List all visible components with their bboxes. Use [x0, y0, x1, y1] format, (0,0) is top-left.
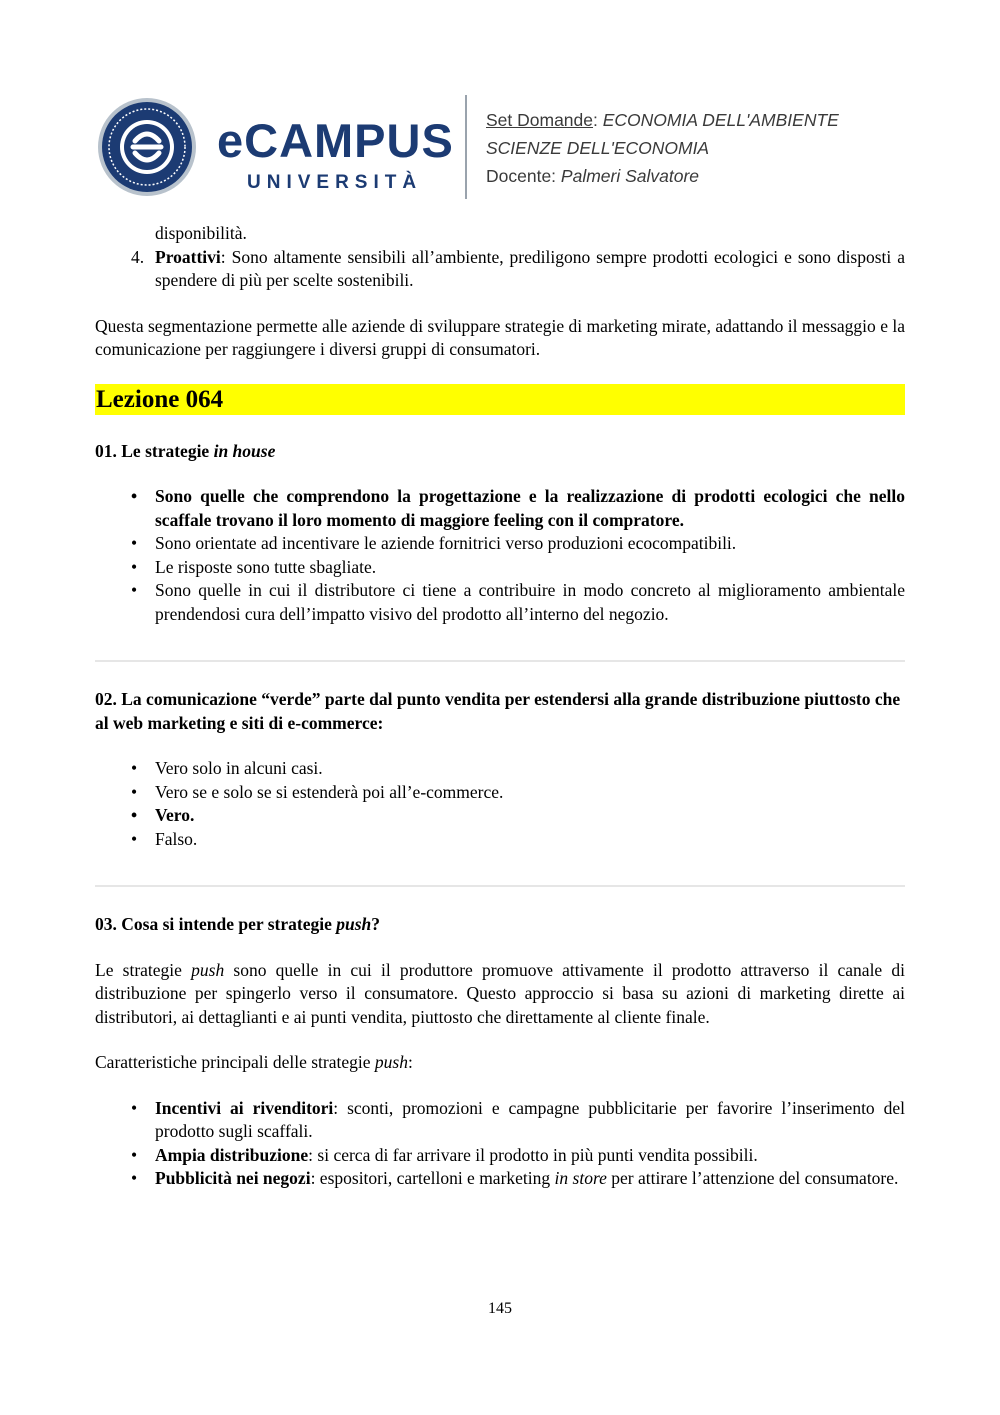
feature-text: : si cerca di far arrivare il prodotto in più punti vendita possibili.: [308, 1144, 758, 1165]
answer-item: • Falso.: [95, 828, 905, 852]
question-2-title: 02. La comunicazione “verde” parte dal punto vendita per estendersi alla grande distribuzione piuttosto che al web marketing e siti di e-commerce:: [95, 689, 901, 733]
feature-italic: in store: [554, 1168, 607, 1188]
answer-item: • Sono quelle che comprendono la progettazione e la realizzazione di prodotti ecologici che nello scaffale trovano il loro momento di maggiore feeling con il compratore.: [95, 485, 905, 532]
page-number: 145: [488, 1300, 512, 1317]
ecampus-wordmark: [217, 114, 454, 194]
item-title: Proattivi: [155, 246, 221, 267]
para-text: :: [407, 1052, 413, 1072]
feature-text: : espositori, cartelloni e marketing: [310, 1168, 555, 1188]
feature-item: [95, 1097, 905, 1144]
question-1-answers: [95, 485, 905, 626]
page-content: [95, 222, 905, 1191]
answer-item: • Le risposte sono tutte sbagliate.: [95, 556, 905, 580]
item-number: 4.: [131, 246, 145, 267]
para-italic: push: [374, 1052, 408, 1072]
feature-title: Incentivi ai rivenditori: [155, 1097, 334, 1118]
para-italic: push: [191, 959, 225, 980]
question-3-title: [95, 913, 905, 937]
q3-features-list: [95, 1097, 905, 1191]
question-separator: [95, 885, 905, 887]
answer-item: • Sono orientate ad incentivare le aziende fornitrici verso produzioni ecocompatibili.: [95, 532, 905, 556]
para-text: Le strategie: [95, 959, 192, 980]
intro-paragraph: Questa segmentazione permette alle aziende di sviluppare strategie di marketing mirate, adattando il messaggio e la comunicazione per raggiungere i diversi gruppi di consumatori.: [95, 315, 905, 359]
q1-title-italic: in house: [213, 440, 276, 461]
intro-continuation: disponibilità.: [155, 223, 247, 243]
ecampus-seal-logo: [97, 97, 197, 197]
question-1-title: [95, 440, 905, 464]
lesson-heading: Lezione 064: [95, 384, 905, 415]
item-text: : Sono altamente sensibili all’ambiente, prediligono sempre prodotti ecologici e sono disposti a spendere di più per scelte sostenibili.: [155, 246, 905, 290]
feature-text: : sconti, promozioni e campagne pubblicitarie per favorire l’inserimento del prodotto sugli scaffali.: [155, 1097, 905, 1141]
teacher-line: [486, 162, 839, 190]
feature-item: [95, 1167, 905, 1191]
header-info: [486, 106, 839, 190]
feature-title: Ampia distribuzione: [155, 1144, 309, 1165]
question-separator: [95, 660, 905, 662]
set-label: Set Domande: [486, 110, 594, 130]
q3-title-text: 03. Cosa si intende per strategie: [95, 914, 337, 934]
set-line: Set Domande: ECONOMIA DELL'AMBIENTE: [486, 110, 839, 130]
answer-item: • Sono quelle in cui il distributore ci tiene a contribuire in modo concreto al miglioramento ambientale prendendosi cura dell’impatto visivo del prodotto all’interno del negozio.: [95, 579, 905, 626]
q3-answer-paragraph: [95, 959, 905, 1030]
set-value: ECONOMIA DELL'AMBIENTE: [602, 110, 839, 130]
logo-sub-text: UNIVERSITÀ: [247, 172, 423, 193]
feature-item: [95, 1144, 905, 1168]
page-header: [97, 93, 907, 203]
teacher-label: Docente:: [486, 166, 557, 186]
logo-main-text: eCAMPUS: [217, 114, 454, 167]
q1-title-text: 01. Le strategie: [95, 440, 214, 461]
para-text: Caratteristiche principali delle strategie: [95, 1052, 375, 1072]
course-line: [486, 134, 839, 162]
para-text: sono quelle in cui il produttore promuove attivamente il prodotto attraverso il canale di distribuzione per spingerlo verso il consumatore. Questo approccio si basa su azioni di marketing dirette ai distributori, ai dettaglianti e ai punti vendita, piuttosto che direttamente al cliente finale.: [95, 959, 906, 1027]
answer-item: • Vero se e solo se si estenderà poi all’e-commerce.: [95, 781, 905, 805]
teacher-value: Palmeri Salvatore: [560, 166, 700, 186]
q3-title-italic: push: [336, 914, 372, 934]
course-value: SCIENZE DELL'ECONOMIA: [486, 138, 710, 158]
feature-text: per attirare l’attenzione del consumatore.: [606, 1168, 899, 1188]
numbered-item-4: [95, 246, 905, 293]
feature-title: Pubblicità nei negozi: [155, 1168, 311, 1188]
q3-features-intro: [95, 1051, 905, 1075]
answer-item: • Vero.: [95, 804, 905, 828]
question-2-answers: [95, 757, 905, 851]
q3-title-suffix: ?: [371, 914, 381, 934]
header-divider: [465, 95, 467, 199]
answer-item: • Vero solo in alcuni casi.: [95, 757, 905, 781]
